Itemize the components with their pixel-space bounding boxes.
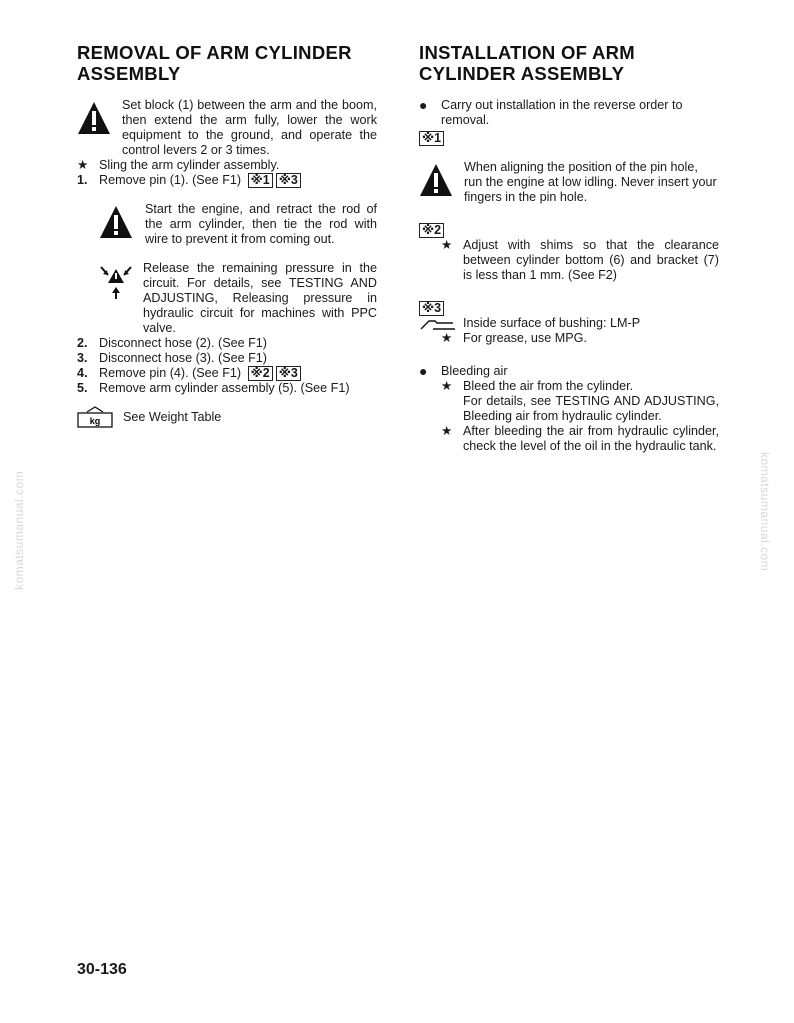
star-icon: ★ — [77, 158, 89, 172]
warning-icon — [77, 100, 111, 136]
weight-table-note: kg See Weight Table — [77, 406, 377, 428]
step-5: 5. Remove arm cylinder assembly (5). (See F1) — [77, 381, 350, 395]
star-shim-note: ★ Adjust with shims so that the clearance between cylinder bottom (6) and bracket (7) is less than 1 mm. (See F2) — [441, 238, 719, 282]
installation-column — [419, 42, 719, 454]
star-after-note: ★ After bleeding the air from hydraulic cylinder, check the level of the oil in the hydraulic tank. — [441, 424, 719, 453]
star-icon: ★ — [441, 331, 453, 345]
removal-column — [77, 42, 377, 428]
note-badge: ※2 — [248, 366, 273, 381]
bullet-bleeding-air: ● Bleeding air — [419, 363, 508, 379]
warning-text: Set block (1) between the arm and the boom, then extend the arm fully, lower the work equipment to the ground, and operate the control levers 2 or 3 times. — [122, 98, 377, 157]
star-bleed-note: ★ Bleed the air from the cylinder. — [441, 379, 634, 393]
watermark-left: komatsumanual.com — [12, 470, 26, 590]
installation-title: INSTALLATION OF ARM CYLINDER ASSEMBLY — [419, 42, 636, 84]
star-icon: ★ — [441, 238, 453, 252]
weight-icon — [77, 406, 113, 428]
star-note: ★ Sling the arm cylinder assembly. — [77, 158, 280, 172]
note-badge: ※3 — [276, 173, 301, 188]
star-grease-note: ★ For grease, use MPG. — [441, 331, 587, 345]
warning-icon — [419, 162, 453, 198]
step-2: 2. Disconnect hose (2). (See F1) — [77, 336, 267, 350]
step-3: 3. Disconnect hose (3). (See F1) — [77, 351, 267, 365]
note-badge: ※1 — [248, 173, 273, 188]
watermark-right: komatsumanual.com — [758, 452, 772, 572]
pressure-release-icon — [97, 263, 135, 303]
bullet-reverse-order: ● Carry out installation in the reverse order to removal. — [419, 97, 683, 127]
note-badge: ※3 — [276, 366, 301, 381]
removal-title: REMOVAL OF ARM CYLINDER ASSEMBLY — [77, 42, 352, 84]
svg-text:kg: kg — [89, 416, 101, 426]
warning-text: When aligning the position of the pin hole, run the engine at low idling. Never insert your fingers in the pin hole. — [464, 160, 717, 204]
grease-icon — [419, 317, 457, 331]
warning-block-1 — [77, 98, 377, 158]
bullet-icon: ● — [419, 97, 428, 113]
warning-block-pin — [419, 160, 719, 205]
warning-icon — [99, 204, 133, 240]
bleed-details: For details, see TESTING AND ADJUSTING, Bleeding air from hydraulic cylinder. — [463, 394, 719, 423]
pressure-release-block — [97, 261, 377, 336]
bullet-icon: ● — [419, 363, 428, 379]
warning-text: Start the engine, and retract the rod of the arm cylinder, then tie the rod with wire to prevent it from coming out. — [145, 202, 377, 246]
pressure-text: Release the remaining pressure in the circuit. For details, see TESTING AND ADJUSTING, Releasing pressure in hydraulic circuit for machines with PPC valve. — [143, 261, 377, 335]
star-icon: ★ — [441, 379, 453, 393]
page-number: 30-136 — [77, 961, 127, 978]
note-badge: ※2 — [419, 223, 444, 238]
grease-note: Inside surface of bushing: LM-P — [419, 316, 719, 331]
note-badge: ※1 — [419, 131, 444, 146]
step-4: 4. Remove pin (4). (See F1) ※2 ※3 — [77, 366, 377, 381]
star-icon: ★ — [441, 424, 453, 438]
note-badge: ※3 — [419, 301, 444, 316]
warning-block-2 — [99, 202, 377, 247]
step-1: 1. Remove pin (1). (See F1) ※1 ※3 — [77, 173, 377, 188]
